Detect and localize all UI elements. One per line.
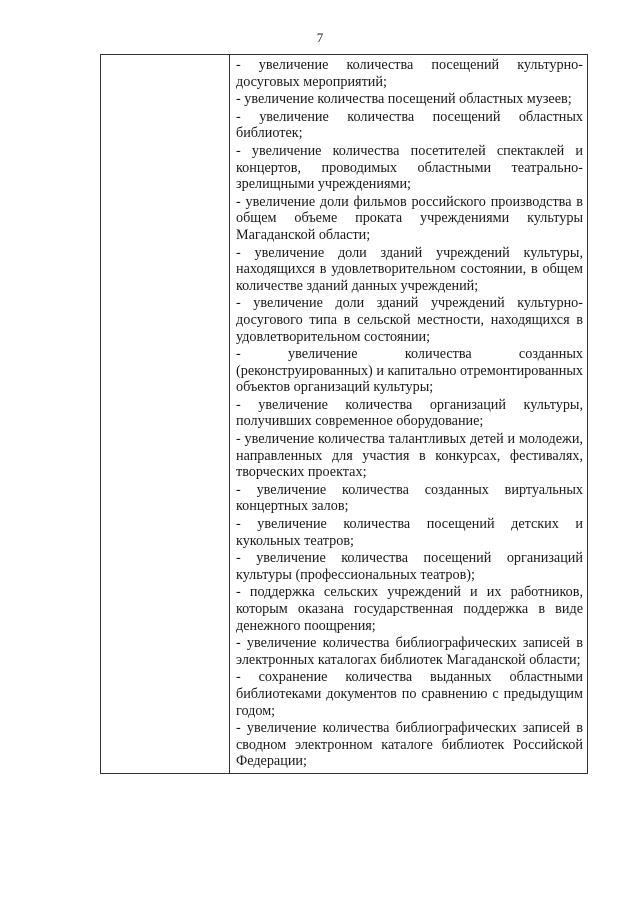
- list-item: - увеличение доли зданий учреждений культуры, находящихся в удовлетворительном состоянии, в общем количестве зданий данных учреждений;: [236, 244, 583, 294]
- document-table: [100, 54, 588, 774]
- list-item: - увеличение количества созданных (реконструированных) и капитально отремонтированных объектов организаций культуры;: [236, 346, 583, 396]
- list-item: - увеличение количества посещений культурно-досуговых мероприятий;: [236, 57, 583, 90]
- list-item: - увеличение количества посещений областных музеев;: [236, 91, 572, 108]
- list-item: - увеличение доли зданий учреждений культурно-досугового типа в сельской местности, находящихся в удовлетворительном состоянии;: [236, 295, 583, 345]
- list-item: - увеличение количества талантливых детей и молодежи, направленных для участия в конкурсах, фестивалях, творческих проектах;: [236, 431, 583, 481]
- list-item: - увеличение количества созданных виртуальных концертных залов;: [236, 481, 583, 515]
- list-item: - увеличение количества библиографических записей в электронных каталогах библиотек Магаданской области;: [236, 635, 583, 668]
- list-item: - увеличение количества посетителей спектаклей и концертов, проводимых областными театрально-зрелищными учреждениями;: [236, 142, 583, 193]
- list-item: - сохранение количества выданных областными библиотеками документов по сравнению с предыдущим годом;: [236, 669, 583, 719]
- list-item: - увеличение доли фильмов российского производства в общем объеме проката учреждениями культуры Магаданской области;: [236, 193, 583, 243]
- left-empty-cell: [101, 55, 230, 774]
- page-number: 7: [316, 30, 324, 45]
- list-item: - поддержка сельских учреждений и их работников, которым оказана государственная поддержка в виде денежного поощрения;: [236, 584, 583, 634]
- list-item: - увеличение количества посещений областных библиотек;: [236, 108, 583, 142]
- list-item: - увеличение количества посещений организаций культуры (профессиональных театров);: [236, 550, 583, 583]
- list-item: - увеличение количества организаций культуры, получивших современное оборудование;: [236, 396, 583, 430]
- list-item: - увеличение количества библиографических записей в сводном электронном каталоге библиотек Российской Федерации;: [236, 720, 583, 770]
- table-row: [101, 55, 588, 774]
- list-item: - увеличение количества посещений детских и кукольных театров;: [236, 516, 583, 549]
- indicators-cell: [230, 55, 588, 774]
